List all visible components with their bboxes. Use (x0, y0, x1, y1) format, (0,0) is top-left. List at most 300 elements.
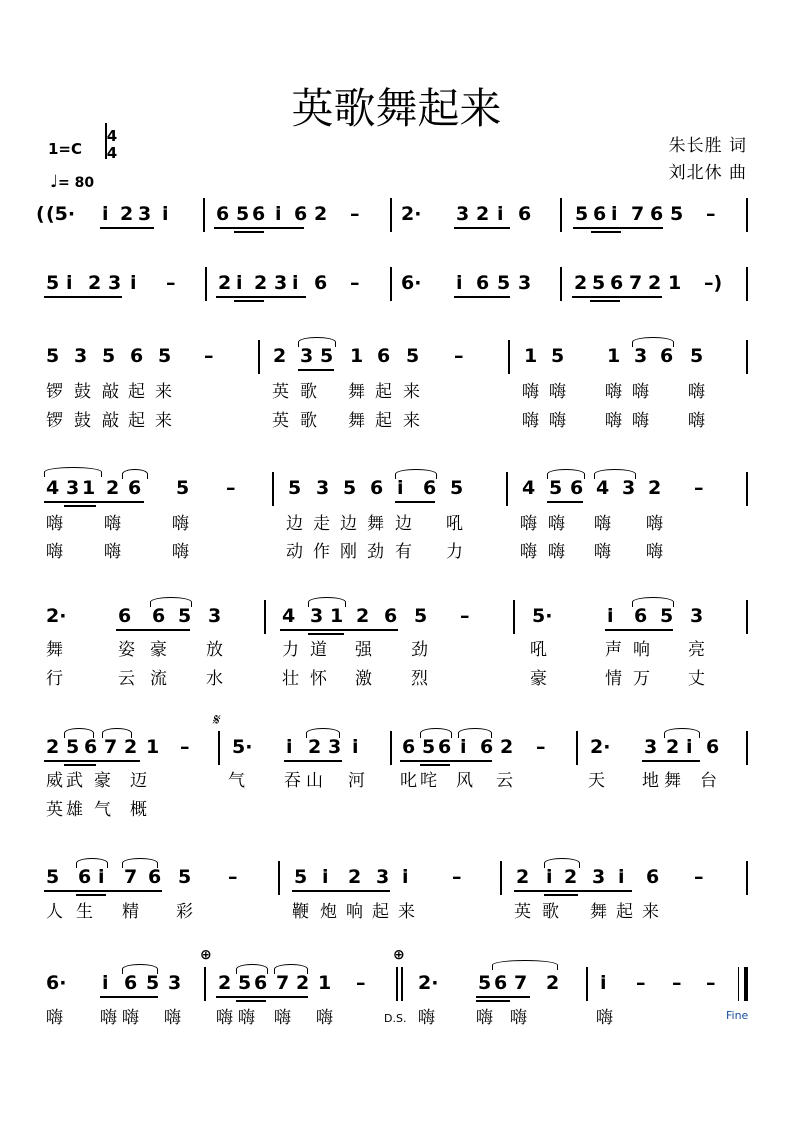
lyric-char: 气 (228, 771, 245, 791)
score-note: – (672, 972, 682, 994)
lyric-char: 精 (122, 902, 139, 922)
score-note: – (460, 605, 470, 627)
lyric-char: 生 (76, 902, 93, 922)
score-note: 2 (308, 736, 322, 758)
score-note: 6 (294, 203, 308, 225)
score-note: i (102, 203, 109, 225)
lyric-char: 炮 (320, 902, 337, 922)
lyric-char: 起 (375, 411, 392, 431)
meter-bottom: 4 (106, 144, 118, 162)
score-note: 5 (422, 736, 436, 758)
lyric-char: 嗨 (104, 542, 121, 562)
lyric-char: 起 (128, 382, 145, 402)
lyric-char: 起 (372, 902, 389, 922)
score-note: 5 (46, 345, 60, 367)
lyric-char: 鞭 (292, 902, 309, 922)
score-note: 3 (168, 972, 182, 994)
lyric-char: 嗨 (46, 1008, 63, 1028)
bar-line (396, 967, 398, 1001)
bar-line (576, 731, 578, 765)
score-note: – (226, 477, 236, 499)
lyric-char: 舞 (367, 514, 384, 534)
score-note: 6 (423, 477, 437, 499)
score-note: 3 (376, 866, 390, 888)
lyric-char: 嗨 (522, 382, 539, 402)
lyric-char: 嗨 (548, 514, 565, 534)
score-note: 5 (102, 345, 116, 367)
lyrics-row-5b (0, 664, 793, 704)
lyric-char: 吞 (284, 771, 301, 791)
score-note: 6 (377, 345, 391, 367)
score-note: 5· (532, 605, 553, 627)
ds-marking: D.S. (384, 1012, 407, 1025)
lyric-char: 响 (346, 902, 363, 922)
score-note: 2· (401, 203, 422, 225)
score-note: 6 (254, 972, 268, 994)
lyric-char: 迈 (130, 771, 147, 791)
score-note: i (352, 736, 359, 758)
score-note: – (694, 866, 704, 888)
score-note: 6 (610, 272, 624, 294)
lyric-char: 嗨 (418, 1008, 435, 1028)
score-note: – (452, 866, 462, 888)
score-note: 5 (178, 605, 192, 627)
score-note: – (350, 203, 360, 225)
score-note: 5 (158, 345, 172, 367)
score-note: 3 (328, 736, 342, 758)
score-note: 6 (152, 605, 166, 627)
lyric-char: 嗨 (46, 514, 63, 534)
lyrics-row-7a (0, 897, 793, 937)
score-note: 6· (401, 272, 422, 294)
score-note: i (546, 866, 553, 888)
bar-line (390, 198, 392, 232)
lyric-char: 嗨 (274, 1008, 291, 1028)
score-row-1 (0, 203, 793, 243)
score-note: 6 (402, 736, 416, 758)
lyric-char: 台 (700, 771, 717, 791)
score-note: 1 (668, 272, 682, 294)
quarter-note-icon: ♩ (50, 172, 59, 192)
score-note: i (402, 866, 409, 888)
score-note: 7 (631, 203, 645, 225)
score-note: 1 (82, 477, 96, 499)
lyric-char: 鼓 (74, 382, 91, 402)
lyric-char: 武 (66, 771, 83, 791)
score-note: 5 (660, 605, 674, 627)
lyric-char: 雄 (66, 800, 83, 820)
lyrics-row-6b (0, 795, 793, 835)
score-note: ( (36, 203, 45, 225)
lyricist-credit: 朱长胜 词 (668, 136, 747, 156)
score-note: 2 (314, 203, 328, 225)
lyric-char: 边 (340, 514, 357, 534)
lyric-char: 激 (355, 669, 372, 689)
lyric-char: 来 (403, 411, 420, 431)
lyric-char: 力 (282, 640, 299, 660)
score-note: 4 (282, 605, 296, 627)
score-note: 3 (644, 736, 658, 758)
score-note: 6 (314, 272, 328, 294)
score-note: i (600, 972, 607, 994)
lyric-char: 嗨 (46, 542, 63, 562)
lyric-char: 地 (642, 771, 659, 791)
bar-line (738, 967, 739, 1001)
score-note: – (180, 736, 190, 758)
score-note: 6 (480, 736, 494, 758)
coda-icon: ⊕ (393, 947, 405, 963)
lyric-char: 烈 (411, 669, 428, 689)
score-note: 6 (130, 345, 144, 367)
score-note: 6 (124, 972, 138, 994)
lyric-char: 嗨 (688, 411, 705, 431)
score-note: 6 (78, 866, 92, 888)
lyric-char: 云 (118, 669, 135, 689)
score-note: i (611, 203, 618, 225)
score-note: 2 (254, 272, 268, 294)
bar-line (218, 731, 220, 765)
score-note: – (536, 736, 546, 758)
score-note: 6 (476, 272, 490, 294)
score-note: 7 (276, 972, 290, 994)
score-note: 5 (497, 272, 511, 294)
score-note: i (102, 972, 109, 994)
score-note: 2 (500, 736, 514, 758)
score-note: 5 (46, 866, 60, 888)
score-note: 3 (690, 605, 704, 627)
lyric-char: 舞 (590, 902, 607, 922)
score-note: 5· (232, 736, 253, 758)
score-note: – (636, 972, 646, 994)
score-note: 6 (252, 203, 266, 225)
lyric-char: 英 (514, 902, 531, 922)
score-note: 5 (288, 477, 302, 499)
score-note: 6 (634, 605, 648, 627)
lyric-char: 山 (306, 771, 323, 791)
score-note: 5 (146, 972, 160, 994)
score-note: 1 (330, 605, 344, 627)
score-note: 5 (575, 203, 589, 225)
score-note: i (236, 272, 243, 294)
lyric-char: 嗨 (100, 1008, 117, 1028)
score-note: 2 (648, 477, 662, 499)
score-note: 2 (648, 272, 662, 294)
lyric-char: 起 (616, 902, 633, 922)
score-note: 4 (522, 477, 536, 499)
score-note: i (130, 272, 137, 294)
score-note: 2 (564, 866, 578, 888)
score-note: 3 (108, 272, 122, 294)
lyric-char: 歌 (300, 382, 317, 402)
score-note: 5 (178, 866, 192, 888)
score-note: 2 (476, 203, 490, 225)
lyric-char: 舞 (46, 640, 63, 660)
lyric-char: 情 (605, 669, 622, 689)
lyric-char: 敲 (102, 411, 119, 431)
score-note: 3 (274, 272, 288, 294)
lyric-char: 嗨 (594, 514, 611, 534)
score-note: 5 (406, 345, 420, 367)
score-note: 2 (546, 972, 560, 994)
score-note: i (98, 866, 105, 888)
score-note: 5 (343, 477, 357, 499)
score-note: 2 (666, 736, 680, 758)
lyric-char: 嗨 (122, 1008, 139, 1028)
lyric-char: 舞 (664, 771, 681, 791)
lyric-char: 豪 (530, 669, 547, 689)
score-row-2 (0, 272, 793, 312)
score-note: 5 (478, 972, 492, 994)
lyric-char: 锣 (46, 382, 63, 402)
score-note: 5 (236, 203, 250, 225)
score-note: 6 (570, 477, 584, 499)
score-note: 3 (634, 345, 648, 367)
score-note: 2· (46, 605, 67, 627)
lyric-char: 怀 (310, 669, 327, 689)
tempo-marking: ♩= 80 (50, 172, 95, 192)
score-note: 3 (74, 345, 88, 367)
score-note: 2· (590, 736, 611, 758)
score-note: 6 (660, 345, 674, 367)
score-note: 2 (348, 866, 362, 888)
lyric-char: 来 (403, 382, 420, 402)
lyric-char: 气 (94, 800, 111, 820)
lyric-char: 起 (128, 411, 145, 431)
score-note: 5 (176, 477, 190, 499)
score-note: 5 (320, 345, 334, 367)
lyric-char: 嗨 (520, 542, 537, 562)
lyric-char: 嗨 (104, 514, 121, 534)
lyric-char: 歌 (542, 902, 559, 922)
score-note: 6 (518, 203, 532, 225)
score-note: –) (704, 272, 723, 294)
score-note: 6 (128, 477, 142, 499)
lyric-char: 吼 (530, 640, 547, 660)
score-note: i (456, 272, 463, 294)
bar-line (746, 861, 748, 895)
score-note: 4 (596, 477, 610, 499)
score-note: 7 (514, 972, 528, 994)
lyric-char: 吼 (446, 514, 463, 534)
score-note: i (275, 203, 282, 225)
score-note: – (356, 972, 366, 994)
score-note: i (686, 736, 693, 758)
score-note: 5 (670, 203, 684, 225)
lyric-char: 嗨 (520, 514, 537, 534)
composer-credit: 刘北休 曲 (668, 163, 747, 183)
bar-line (746, 600, 748, 634)
score-note: 3 (208, 605, 222, 627)
lyric-char: 嗨 (172, 514, 189, 534)
score-note: i (460, 736, 467, 758)
lyric-char: 走 (313, 514, 330, 534)
lyric-char: 有 (395, 542, 412, 562)
bar-line (390, 731, 392, 765)
bar-line (746, 731, 748, 765)
score-note: 6 (118, 605, 132, 627)
score-note: 3 (622, 477, 636, 499)
lyric-char: 概 (130, 800, 147, 820)
lyric-char: 嗨 (632, 411, 649, 431)
lyric-char: 流 (150, 669, 167, 689)
score-note: 5 (592, 272, 606, 294)
score-note: 6 (438, 736, 452, 758)
lyric-char: 英 (46, 800, 63, 820)
lyric-char: 嗨 (596, 1008, 613, 1028)
lyric-char: 嗨 (605, 382, 622, 402)
lyric-char: 舞 (348, 411, 365, 431)
bar-line (205, 267, 207, 301)
score-note: 2· (418, 972, 439, 994)
score-note: – (694, 477, 704, 499)
song-title: 英歌舞起来 (291, 84, 502, 133)
lyric-char: 来 (398, 902, 415, 922)
score-note: 1 (318, 972, 332, 994)
score-note: 5 (414, 605, 428, 627)
score-note: 6 (593, 203, 607, 225)
bar-line (258, 340, 260, 374)
lyric-char: 嗨 (238, 1008, 255, 1028)
lyric-char: 嗨 (688, 382, 705, 402)
lyric-char: 强 (355, 640, 372, 660)
lyric-char: 作 (313, 542, 330, 562)
score-note: 2 (88, 272, 102, 294)
score-note: 6 (384, 605, 398, 627)
bar-line (746, 472, 748, 506)
score-note: 1 (350, 345, 364, 367)
score-note: – (706, 972, 716, 994)
score-note: 3 (316, 477, 330, 499)
bar-line (500, 861, 502, 895)
bar-line (746, 198, 748, 232)
lyric-char: 人 (46, 902, 63, 922)
lyric-char: 咤 (420, 771, 437, 791)
lyric-char: 锣 (46, 411, 63, 431)
bar-line (746, 267, 748, 301)
lyrics-row-8a (0, 1003, 793, 1043)
lyric-char: 天 (588, 771, 605, 791)
lyric-char: 力 (446, 542, 463, 562)
lyric-char: 歌 (300, 411, 317, 431)
score-note: 6 (370, 477, 384, 499)
score-note: 6 (148, 866, 162, 888)
score-note: 6 (650, 203, 664, 225)
score-note: 3 (456, 203, 470, 225)
lyric-char: 刚 (340, 542, 357, 562)
score-note: 1 (524, 345, 538, 367)
lyric-char: 行 (46, 669, 63, 689)
score-note: i (397, 477, 404, 499)
score-note: 6 (84, 736, 98, 758)
lyric-char: 嗨 (549, 411, 566, 431)
bar-line (278, 861, 280, 895)
lyric-char: 丈 (688, 669, 705, 689)
lyric-char: 水 (206, 669, 223, 689)
lyric-char: 云 (496, 771, 513, 791)
score-note: i (66, 272, 73, 294)
lyrics-row-3b (0, 406, 793, 446)
lyric-char: 威 (46, 771, 63, 791)
lyric-char: 英 (272, 411, 289, 431)
score-note: i (162, 203, 169, 225)
score-note: – (706, 203, 716, 225)
score-note: 2 (218, 972, 232, 994)
bar-line (203, 198, 205, 232)
score-note: i (607, 605, 614, 627)
lyric-char: 边 (395, 514, 412, 534)
score-note: 5 (46, 272, 60, 294)
lyric-char: 嗨 (594, 542, 611, 562)
lyric-char: 嗨 (316, 1008, 333, 1028)
bar-line (560, 198, 562, 232)
score-note: i (286, 736, 293, 758)
lyric-char: 声 (605, 640, 622, 660)
lyric-char: 嗨 (646, 542, 663, 562)
score-note: 5 (450, 477, 464, 499)
lyric-char: 边 (286, 514, 303, 534)
score-note: 5 (690, 345, 704, 367)
score-note: i (292, 272, 299, 294)
lyric-char: 劲 (411, 640, 428, 660)
score-note: i (618, 866, 625, 888)
score-note: 3 (66, 477, 80, 499)
score-note: 2 (106, 477, 120, 499)
lyric-char: 叱 (400, 771, 417, 791)
lyrics-row-4b (0, 537, 793, 577)
lyric-char: 嗨 (476, 1008, 493, 1028)
lyric-char: 风 (456, 771, 473, 791)
lyric-char: 劲 (367, 542, 384, 562)
score-note: 2 (296, 972, 310, 994)
lyric-char: 来 (642, 902, 659, 922)
lyric-char: 壮 (282, 669, 299, 689)
lyric-char: 放 (206, 640, 223, 660)
bar-line (744, 967, 748, 1001)
score-note: 2 (120, 203, 134, 225)
score-note: 2 (516, 866, 530, 888)
score-note: – (204, 345, 214, 367)
lyric-char: 彩 (176, 902, 193, 922)
bar-line (506, 472, 508, 506)
lyric-char: 英 (272, 382, 289, 402)
lyric-char: 舞 (348, 382, 365, 402)
score-note: 7 (629, 272, 643, 294)
lyric-char: 鼓 (74, 411, 91, 431)
lyric-char: 嗨 (548, 542, 565, 562)
score-note: 6 (216, 203, 230, 225)
score-note: 1 (607, 345, 621, 367)
score-note: 3 (592, 866, 606, 888)
score-note: 7 (104, 736, 118, 758)
lyric-char: 豪 (94, 771, 111, 791)
score-note: 5 (551, 345, 565, 367)
lyric-char: 敲 (102, 382, 119, 402)
lyric-char: 嗨 (216, 1008, 233, 1028)
score-note: 2 (574, 272, 588, 294)
fine-marking: Fine (726, 1009, 749, 1022)
lyric-char: 亮 (688, 640, 705, 660)
score-note: 6· (46, 972, 67, 994)
meter-top: 4 (106, 127, 118, 145)
score-note: 2 (356, 605, 370, 627)
score-note: 5 (549, 477, 563, 499)
score-note: 1 (146, 736, 160, 758)
score-note: 6 (646, 866, 660, 888)
lyric-char: 嗨 (172, 542, 189, 562)
lyric-char: 动 (286, 542, 303, 562)
score-note: 3 (300, 345, 314, 367)
bar-line (272, 472, 274, 506)
